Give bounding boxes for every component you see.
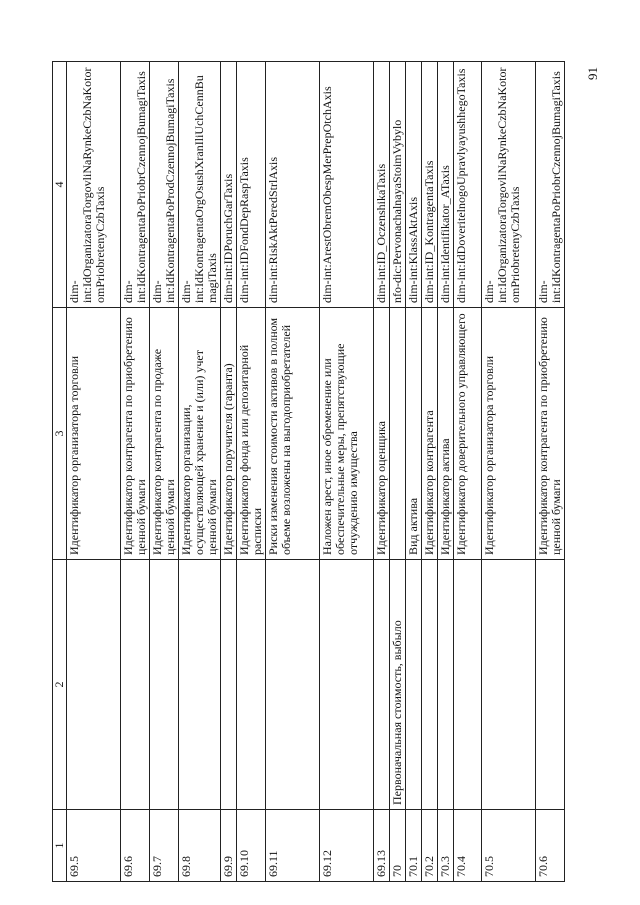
rotated-page	[52, 62, 598, 882]
table-row	[454, 62, 482, 882]
table-row	[67, 62, 121, 882]
cell-desc: Идентификатор организации, осуществляющей хранение и (или) учет ценной бумаги	[179, 308, 221, 560]
cell-num: 69.10	[237, 810, 266, 882]
cell-num: 69.7	[150, 810, 179, 882]
cell-code: dim-int:IdKontragentaPoPriobrCzennojBumagiTaxis	[121, 62, 150, 308]
column-header: 3	[53, 308, 67, 560]
table-row	[406, 62, 422, 882]
cell-name	[438, 560, 454, 810]
cell-num: 69.12	[320, 810, 374, 882]
cell-name	[179, 560, 221, 810]
cell-name	[374, 560, 390, 810]
cell-name	[320, 560, 374, 810]
cell-code: dim-int:IdKontragentaOrgOsushXranIliUchCennBumagiTaxis	[179, 62, 221, 308]
cell-name	[237, 560, 266, 810]
cell-name	[406, 560, 422, 810]
cell-name	[121, 560, 150, 810]
cell-num: 69.11	[266, 810, 320, 882]
table-row	[237, 62, 266, 882]
cell-num: 70.5	[482, 810, 536, 882]
cell-num: 70.2	[422, 810, 438, 882]
cell-desc: Идентификатор контрагента по приобретению ценной бумаги	[536, 308, 565, 560]
cell-code: dim-int:RiskAktPeredStrlAxis	[266, 62, 320, 308]
cell-code: dim-int:IdOrganizatoraTorgovliNaRynkeCzbNaKotoromPriobretenyCzbTaxis	[67, 62, 121, 308]
cell-num: 69.6	[121, 810, 150, 882]
cell-desc: Идентификатор поручителя (гаранта)	[221, 308, 237, 560]
cell-num: 70.4	[454, 810, 482, 882]
table-header-row	[53, 62, 67, 882]
table-row	[536, 62, 565, 882]
cell-name	[266, 560, 320, 810]
cell-num: 70	[390, 810, 406, 882]
cell-desc: Идентификатор контрагента по приобретению ценной бумаги	[121, 308, 150, 560]
cell-num: 69.8	[179, 810, 221, 882]
cell-name	[67, 560, 121, 810]
cell-code: dim-int:IDFondDepRaspTaxis	[237, 62, 266, 308]
cell-num: 70.6	[536, 810, 565, 882]
cell-name: Первоначальная стоимость, выбыло	[390, 560, 406, 810]
cell-desc: Идентификатор актива	[438, 308, 454, 560]
cell-name	[221, 560, 237, 810]
cell-name	[482, 560, 536, 810]
cell-num: 69.13	[374, 810, 390, 882]
column-header: 4	[53, 62, 67, 308]
table-row	[179, 62, 221, 882]
cell-desc	[390, 308, 406, 560]
table-row	[390, 62, 406, 882]
cell-code: dim-int:KlassAktAxis	[406, 62, 422, 308]
cell-code: dim-int:IdKontragentaPoPriobrCzennojBumagiTaxis	[536, 62, 565, 308]
cell-desc: Идентификатор контрагента	[422, 308, 438, 560]
cell-desc: Идентификатор контрагента по продаже ценной бумаги	[150, 308, 179, 560]
table-row	[320, 62, 374, 882]
cell-num: 69.9	[221, 810, 237, 882]
cell-desc: Идентификатор фонда или депозитарной расписки	[237, 308, 266, 560]
cell-code: dim-int:IdOrganizatoraTorgovliNaRynkeCzbNaKotoromPriobretenyCzbTaxis	[482, 62, 536, 308]
table-row	[221, 62, 237, 882]
cell-desc: Наложен арест, иное обременение или обеспечительные меры, препятствующие отчуждению имущества	[320, 308, 374, 560]
cell-name	[536, 560, 565, 810]
data-table	[52, 61, 565, 882]
table-row	[482, 62, 536, 882]
cell-code: dim-int:Identifikator_ATaxis	[438, 62, 454, 308]
table-row	[266, 62, 320, 882]
cell-code: dim-int:IDPoruchGarTaxis	[221, 62, 237, 308]
table-row	[374, 62, 390, 882]
cell-desc: Вид актива	[406, 308, 422, 560]
table-row	[422, 62, 438, 882]
cell-code: dim-int:IdDoveritelnogoUpravlyayushhegoTaxis	[454, 62, 482, 308]
cell-desc: Идентификатор доверительного управляющего	[454, 308, 482, 560]
cell-code: dim-int:ArestObremObespMerPrepOtchAxis	[320, 62, 374, 308]
cell-desc: Риски изменения стоимости активов в полном объеме возложены на выгодоприобретателей	[266, 308, 320, 560]
cell-code: dim-int:ID_OczenshikaTaxis	[374, 62, 390, 308]
cell-code: dim-int:IdKontragentaPoProdCzennojBumagiTaxis	[150, 62, 179, 308]
cell-num: 70.3	[438, 810, 454, 882]
cell-name	[150, 560, 179, 810]
cell-desc: Идентификатор организатора торговли	[482, 308, 536, 560]
table-row	[150, 62, 179, 882]
column-header: 1	[53, 810, 67, 882]
page-number: 91	[585, 67, 600, 80]
cell-code: nfo-dic:PervonachalnayaStoimVybylo	[390, 62, 406, 308]
cell-name	[422, 560, 438, 810]
cell-num: 70.1	[406, 810, 422, 882]
cell-name	[454, 560, 482, 810]
cell-desc: Идентификатор организатора торговли	[67, 308, 121, 560]
cell-desc: Идентификатор оценщика	[374, 308, 390, 560]
table-row	[438, 62, 454, 882]
cell-num: 69.5	[67, 810, 121, 882]
cell-code: dim-int:ID_KontragentaTaxis	[422, 62, 438, 308]
table-row	[121, 62, 150, 882]
column-header: 2	[53, 560, 67, 810]
